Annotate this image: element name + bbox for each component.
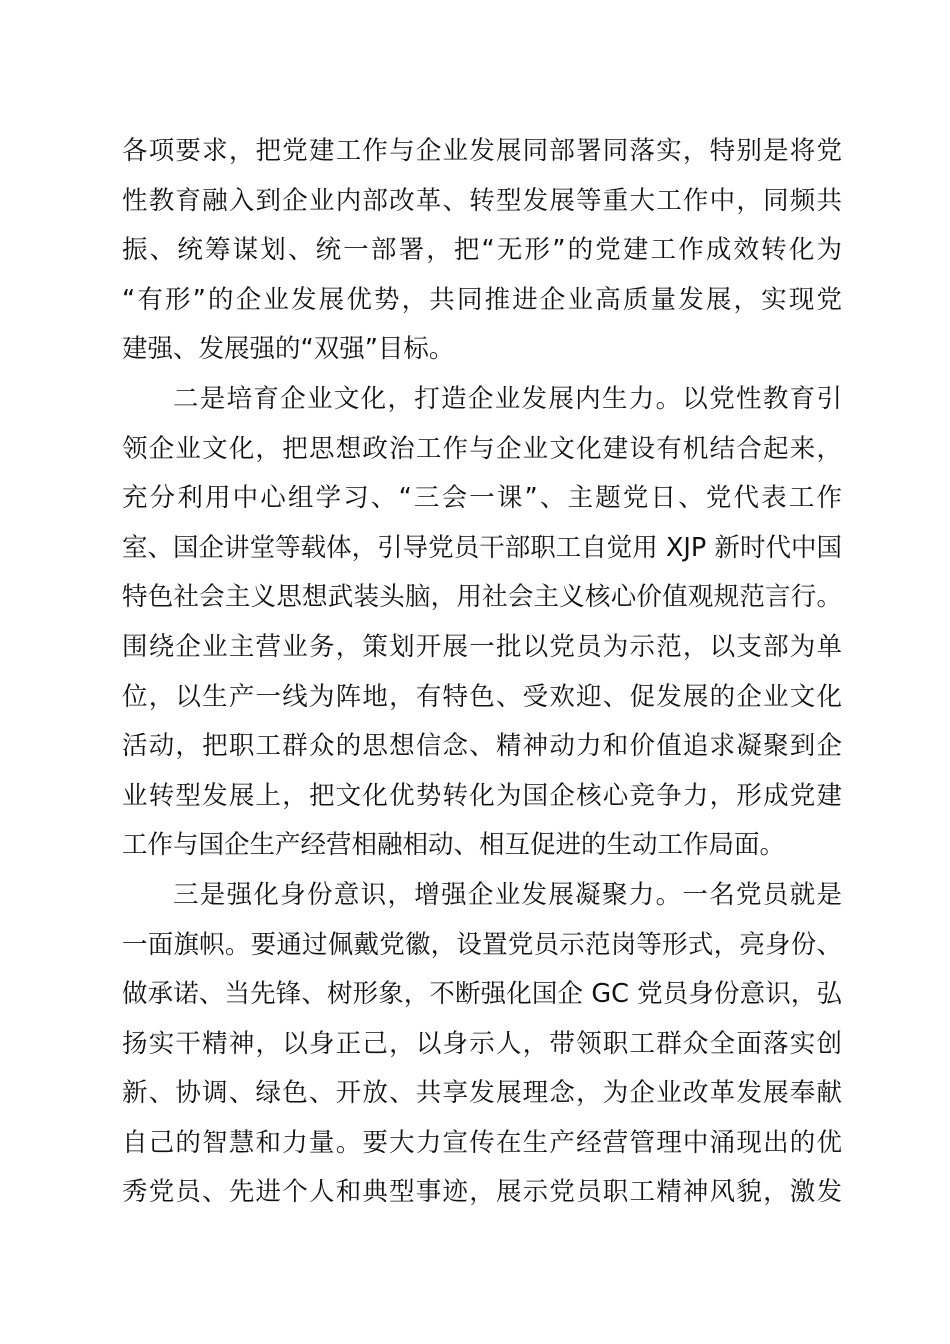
paragraph-line: 一面旗帜。要通过佩戴党徽，设置党员示范岗等形式，亮身份、 bbox=[122, 929, 842, 960]
paragraph-line: 围绕企业主营业务，策划开展一批以党员为示范，以支部为单 bbox=[122, 631, 842, 662]
paragraph-line: 做承诺、当先锋、树形象，不断强化国企 GC 党员身份意识，弘 bbox=[122, 979, 842, 1010]
paragraph-line: 位，以生产一线为阵地，有特色、受欢迎、促发展的企业文化 bbox=[122, 681, 842, 712]
paragraph-line: 工作与国企生产经营相融相动、相互促进的生动工作局面。 bbox=[122, 830, 786, 861]
paragraph-line: 新、协调、绿色、开放、共享发展理念，为企业改革发展奉献 bbox=[122, 1078, 842, 1109]
paragraph-line: 业转型发展上，把文化优势转化为国企核心竞争力，形成党建 bbox=[122, 780, 842, 811]
paragraph-line: “有形”的企业发展优势，共同推进企业高质量发展，实现党 bbox=[122, 284, 842, 315]
paragraph-line: 特色社会主义思想武装头脑，用社会主义核心价值观规范言行。 bbox=[122, 582, 842, 613]
paragraph-line: 各项要求，把党建工作与企业发展同部署同落实，特别是将党 bbox=[122, 136, 842, 166]
paragraph-first-line: 二是培育企业文化，打造企业发展内生力。以党性教育引 bbox=[173, 383, 842, 414]
paragraph-first-line: 三是强化身份意识，增强企业发展凝聚力。一名党员就是 bbox=[173, 879, 842, 910]
paragraph-line: 秀党员、先进个人和典型事迹，展示党员职工精神风貌，激发 bbox=[122, 1177, 842, 1208]
paragraph-line: 室、国企讲堂等载体，引导党员干部职工自觉用 XJP 新时代中国 bbox=[122, 532, 842, 563]
paragraph-line: 振、统筹谋划、统一部署，把“无形”的党建工作成效转化为 bbox=[122, 235, 842, 266]
paragraph-line: 性教育融入到企业内部改革、转型发展等重大工作中，同频共 bbox=[122, 185, 842, 216]
paragraph-line: 建强、发展强的“双强”目标。 bbox=[122, 334, 455, 365]
paragraph-line: 活动，把职工群众的思想信念、精神动力和价值追求凝聚到企 bbox=[122, 731, 842, 762]
paragraph-line: 扬实干精神，以身正己，以身示人，带领职工群众全面落实创 bbox=[122, 1028, 842, 1059]
body-text bbox=[122, 127, 842, 1218]
paragraph-line: 自己的智慧和力量。要大力宣传在生产经营管理中涌现出的优 bbox=[122, 1127, 842, 1158]
paragraph-line: 领企业文化，把思想政治工作与企业文化建设有机结合起来， bbox=[122, 433, 842, 464]
paragraph-line: 充分利用中心组学习、“三会一课”、主题党日、党代表工作 bbox=[122, 483, 842, 514]
